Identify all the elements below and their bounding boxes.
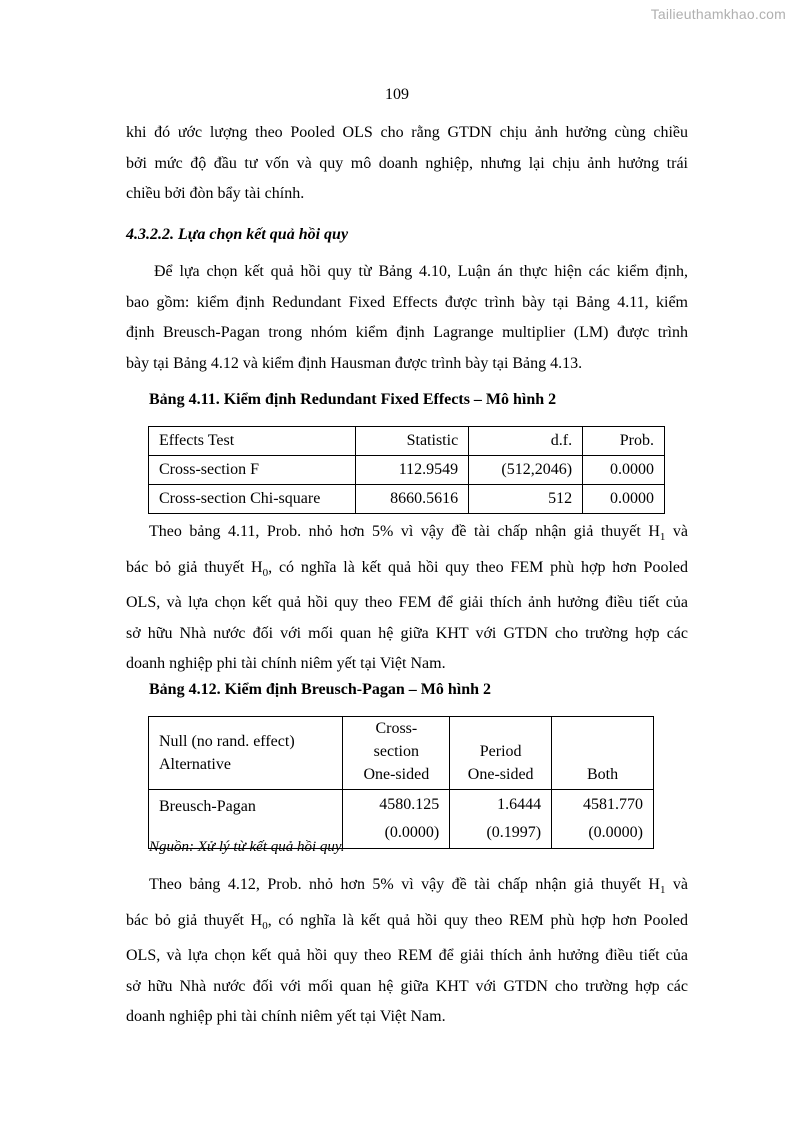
header-line: One-sided [467, 766, 534, 783]
table-4-11-caption: Bảng 4.11. Kiểm định Redundant Fixed Effects – Mô hình 2 [149, 391, 557, 408]
table-cell: Cross-section Chi-square [149, 485, 356, 514]
header-line: Period [479, 743, 522, 760]
table-header-cell: Both [552, 717, 654, 790]
p-value: (0.0000) [384, 824, 440, 841]
text-line: OLS, và lựa chọn kết quả hồi quy theo REM để giải thích ảnh hưởng điều tiết của [126, 947, 688, 965]
table-cell: 112.9549 [356, 456, 469, 485]
table-header-cell: Prob. [583, 427, 665, 456]
page-number: 109 [385, 86, 409, 103]
watermark: Tailieuthamkhao.com [650, 6, 786, 22]
text-line [126, 553, 688, 589]
text-line: bao gồm: kiểm định Redundant Fixed Effects được trình bày tại Bảng 4.11, kiểm [126, 293, 688, 311]
header-line: Alternative [159, 756, 231, 773]
text-span: , có nghĩa là kết quả hồi quy theo FEM phù hợp hơn Pooled [268, 558, 689, 576]
text-line: khi đó ước lượng theo Pooled OLS cho rằng GTDN chịu ảnh hưởng cùng chiều [126, 124, 688, 141]
text-span: , có nghĩa là kết quả hồi quy theo REM phù hợp hơn Pooled [267, 911, 689, 929]
text-span: Theo bảng 4.12, Prob. nhỏ hơn 5% vì vậy đề tài chấp nhận giả thuyết H [149, 876, 660, 893]
table-cell: Breusch-Pagan [149, 790, 343, 849]
table-4-12-caption: Bảng 4.12. Kiểm định Breusch-Pagan – Mô hình 2 [149, 681, 491, 698]
text-span: bác bỏ giả thuyết H [126, 911, 263, 929]
text-line [126, 517, 688, 553]
table-cell: 8660.5616 [356, 485, 469, 514]
subscript: 1 [659, 884, 666, 897]
text-line: sở hữu Nhà nước đối với mối quan hệ giữa KHT với GTDN cho trường hợp các [126, 624, 688, 642]
text-line: sở hữu Nhà nước đối với mối quan hệ giữa KHT với GTDN cho trường hợp các [126, 977, 688, 995]
text-line: định Breusch-Pagan trong nhóm kiểm định Lagrange multiplier (LM) được trình [126, 324, 688, 341]
table-header-row [149, 717, 654, 790]
subscript: 1 [659, 531, 666, 544]
table-header-cell [450, 717, 552, 790]
text-line: chiều bởi đòn bẩy tài chính. [126, 185, 305, 202]
table-header-cell [149, 717, 343, 790]
paragraph-2 [126, 517, 688, 680]
table-row [149, 485, 665, 514]
header-line: Null (no rand. effect) [159, 733, 295, 750]
table-cell: Cross-section F [149, 456, 356, 485]
table-cell: 512 [469, 485, 583, 514]
header-line: Cross-section [373, 720, 419, 760]
text-span: và [665, 523, 689, 540]
table-header-cell: Effects Test [149, 427, 356, 456]
paragraph-3 [126, 870, 688, 1033]
text-line: doanh nghiệp phi tài chính niêm yết tại Việt Nam. [126, 655, 446, 673]
text-line: OLS, và lựa chọn kết quả hồi quy theo FEM để giải thích ảnh hưởng điều tiết của [126, 594, 688, 612]
text-line [126, 906, 688, 942]
table-header-cell [343, 717, 450, 790]
stat-value: 4581.770 [583, 796, 643, 813]
intro-paragraph [126, 118, 688, 210]
subscript: 0 [262, 919, 268, 932]
text-line [126, 870, 688, 906]
table-header-row [149, 427, 665, 456]
section-heading: 4.3.2.2. Lựa chọn kết quả hồi quy [126, 226, 349, 243]
text-span: Theo bảng 4.11, Prob. nhỏ hơn 5% vì vậy đề tài chấp nhận giả thuyết H [149, 523, 660, 540]
text-line: bày tại Bảng 4.12 và kiểm định Hausman được trình bày tại Bảng 4.13. [126, 354, 583, 372]
text-line: Để lựa chọn kết quả hồi quy từ Bảng 4.10, Luận án thực hiện các kiểm định, [154, 263, 688, 280]
table-cell: 0.0000 [583, 456, 665, 485]
table-header-cell: Statistic [356, 427, 469, 456]
text-span: và [665, 876, 688, 893]
text-line: bởi mức độ đầu tư vốn và quy mô doanh nghiệp, nhưng lại chịu ảnh hưởng trái [126, 154, 688, 172]
paragraph-1 [126, 257, 688, 379]
stat-value: 1.6444 [497, 796, 542, 813]
table-row [149, 456, 665, 485]
stat-value: 4580.125 [379, 796, 440, 813]
p-value: (0.0000) [588, 824, 643, 841]
table-4-11 [148, 426, 665, 514]
table-cell: (512,2046) [469, 456, 583, 485]
subscript: 0 [262, 566, 269, 579]
header-line: One-sided [363, 766, 430, 783]
text-line: doanh nghiệp phi tài chính niêm yết tại Việt Nam. [126, 1008, 446, 1026]
text-span: bác bỏ giả thuyết H [126, 558, 263, 576]
table-header-cell: d.f. [469, 427, 583, 456]
table-cell: 0.0000 [583, 485, 665, 514]
source-note: Nguồn: Xử lý từ kết quả hồi quy. [149, 839, 345, 855]
p-value: (0.1997) [486, 824, 542, 841]
table-4-12 [148, 716, 654, 849]
